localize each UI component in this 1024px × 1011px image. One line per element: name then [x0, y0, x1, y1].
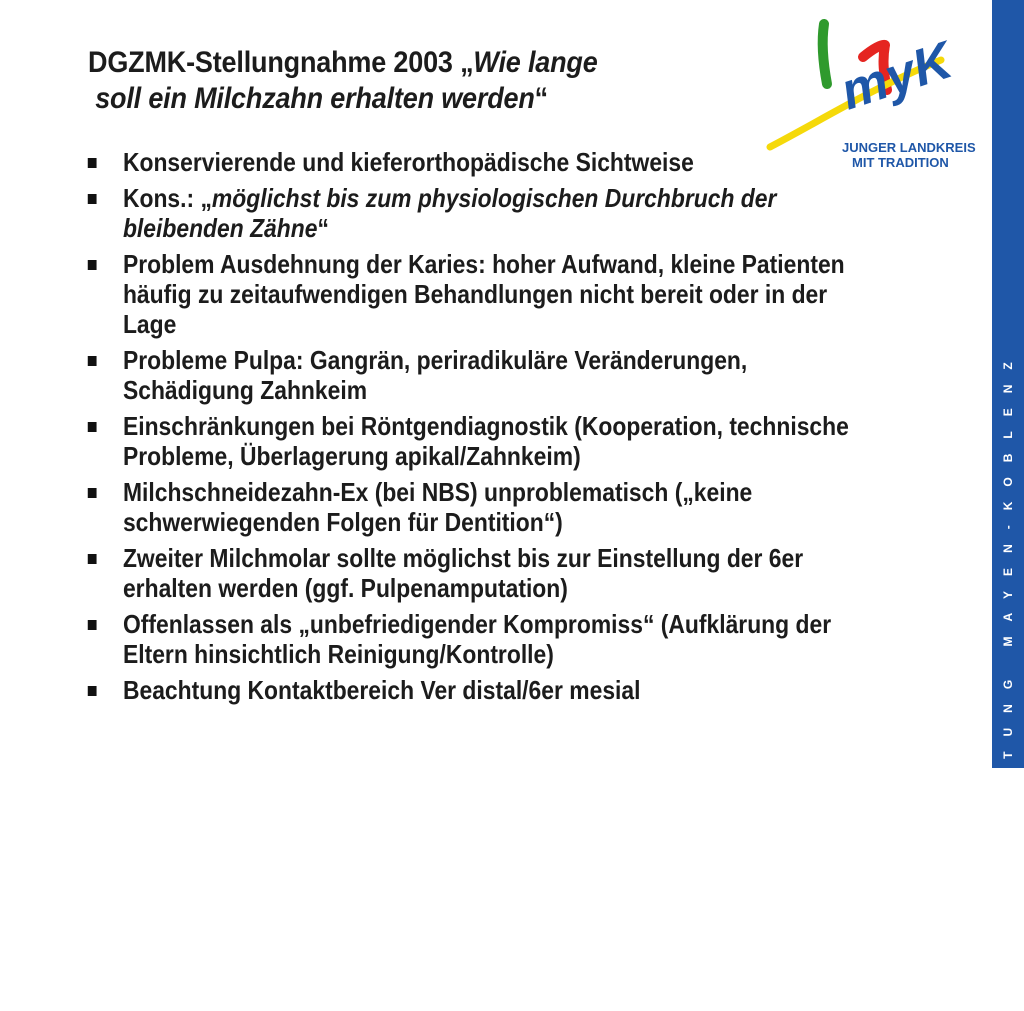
bullet-line: Schädigung Zahnkeim — [122, 375, 368, 405]
bullet-line: schwerwiegenden Folgen für Dentition“) — [122, 507, 563, 537]
slide-title-line-2 — [88, 81, 700, 117]
square-bullet-icon — [88, 620, 97, 630]
bullet-line: Einschränkungen bei Röntgendiagnostik (Kooperation, technische — [122, 411, 849, 441]
bullet-prefix: Kons.: „ — [122, 183, 212, 213]
bullet-closing-quote: “ — [317, 213, 329, 243]
bullet-item-kons — [86, 183, 948, 243]
square-bullet-icon — [88, 488, 97, 498]
bullet-line — [123, 183, 948, 213]
bullet-line: Konservierende und kieferorthopädische Sichtweise — [122, 147, 694, 177]
bullet-line: Problem Ausdehnung der Karies: hoher Aufwand, kleine Patienten — [122, 249, 845, 279]
bullet-italic-text: bleibenden Zähne — [122, 213, 318, 243]
square-bullet-icon — [88, 260, 97, 270]
bullet-list — [86, 147, 948, 711]
bullet-line: Zweiter Milchmolar sollte möglichst bis zur Einstellung der 6er — [122, 543, 804, 573]
slide-title-italic-2: soll ein Milchzahn erhalten werden — [95, 82, 535, 115]
square-bullet-icon — [88, 158, 97, 168]
sidebar-organization-text: KREISVERWALTUNG MAYEN-KOBLENZ — [1001, 347, 1015, 1011]
bullet-line: häufig zu zeitaufwendigen Behandlungen nicht bereit oder in der — [122, 279, 828, 309]
slide-title-prefix: DGZMK-Stellungnahme 2003 „ — [88, 46, 474, 79]
bullet-item-karies — [86, 249, 948, 339]
bullet-item-pulpa — [86, 345, 948, 405]
slide-title — [88, 45, 700, 117]
bullet-line — [123, 213, 948, 243]
bullet-line: Beachtung Kontaktbereich Ver distal/6er mesial — [122, 675, 641, 705]
bullet-line: Probleme Pulpa: Gangrän, periradikuläre Veränderungen, — [122, 345, 748, 375]
landkreis-logo — [766, 14, 976, 184]
logo-slogan-line-2: MIT TRADITION — [852, 155, 949, 170]
bullet-line: erhalten werden (ggf. Pulpenamputation) — [122, 573, 568, 603]
bullet-item-milchmolar — [86, 543, 948, 603]
logo-slogan-line-1: JUNGER LANDKREIS — [842, 140, 976, 155]
bullet-line: Eltern hinsichtlich Reinigung/Kontrolle) — [122, 639, 554, 669]
bullet-item-kontaktbereich — [86, 675, 948, 705]
square-bullet-icon — [88, 422, 97, 432]
logo-mark-text: myK — [833, 31, 959, 122]
square-bullet-icon — [88, 554, 97, 564]
green-logo-stroke — [823, 24, 827, 84]
slide-title-line-1 — [88, 45, 700, 81]
square-bullet-icon — [88, 686, 97, 696]
bullet-line: Offenlassen als „unbefriedigender Kompromiss“ (Aufklärung der — [122, 609, 832, 639]
bullet-italic-text: möglichst bis zum physiologischen Durchbruch der — [211, 183, 777, 213]
bullet-item-roentgendiagnostik — [86, 411, 948, 471]
square-bullet-icon — [88, 194, 97, 204]
right-blue-sidebar — [992, 0, 1024, 1011]
bullet-line: Probleme, Überlagerung apikal/Zahnkeim) — [122, 441, 581, 471]
bullet-line: Lage — [122, 309, 177, 339]
bullet-item-milchschneidezahn — [86, 477, 948, 537]
slide-title-closing-quote: “ — [534, 82, 549, 115]
slide-title-italic-1: Wie lange — [473, 46, 598, 79]
bullet-item-offenlassen — [86, 609, 948, 669]
square-bullet-icon — [88, 356, 97, 366]
landkreis-logo-graphic — [766, 14, 976, 184]
bullet-line: Milchschneidezahn-Ex (bei NBS) unproblematisch („keine — [122, 477, 753, 507]
